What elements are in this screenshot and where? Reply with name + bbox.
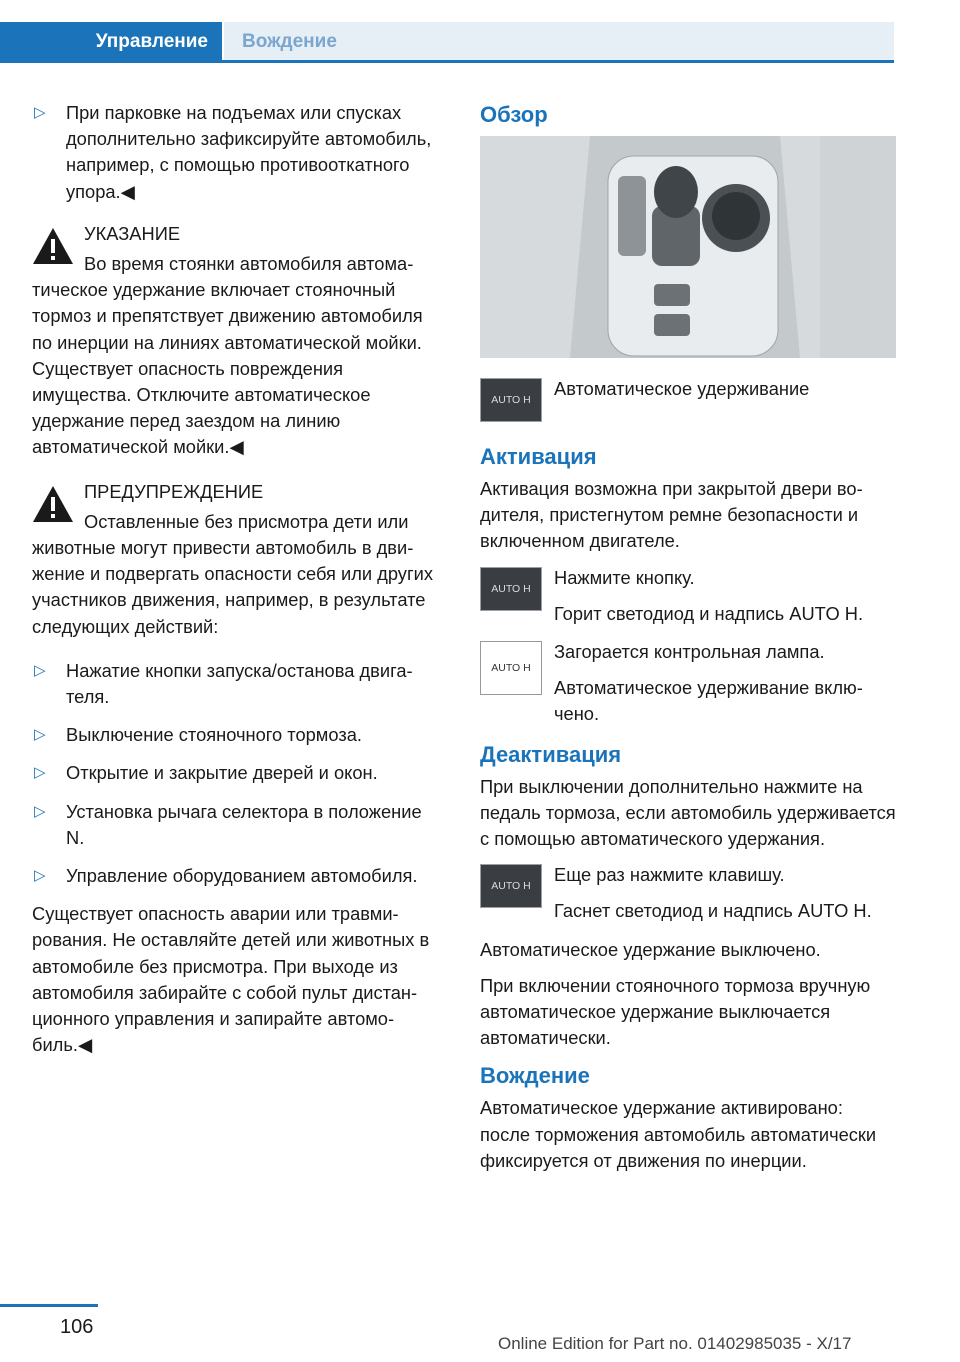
- bullet-triangle-icon: ▷: [34, 104, 46, 121]
- list-item-text: Управление оборудованием автомобиля.: [66, 865, 418, 887]
- overview-heading: Обзор: [480, 102, 548, 127]
- led-on-text: Горит светодиод и надпись AUTO H.: [554, 602, 864, 624]
- list-item: [32, 722, 442, 748]
- warning-body: Оставленные без присмотра дети или животные могут привести автомобиль в движение и подвергать опасности себя или других участников движения, например, в результате следующих действий:: [32, 510, 433, 637]
- auto-on-text: Автоматическое удерживание включено.: [554, 677, 863, 725]
- bullet-triangle-icon: ▷: [34, 726, 46, 744]
- activation-heading: Активация: [480, 444, 597, 469]
- notice-title: УКАЗАНИЕ: [84, 222, 181, 244]
- page-number-bar: [0, 1304, 98, 1307]
- auto-h-button-icon: AUTO H: [480, 864, 542, 908]
- list-item-text: При парковке на подъемах или спусках дополнительно зафиксируйте автомобиль, например, с помощью противооткатного упора.◀: [66, 102, 432, 202]
- list-item: [32, 100, 442, 205]
- right-column: [480, 100, 896, 1184]
- notice-block: [32, 221, 442, 461]
- list-item: [32, 760, 442, 786]
- header-divider: [0, 60, 894, 63]
- list-item-text: Установка рычага селектора в положение N.: [66, 800, 422, 848]
- lamp-on-text: Загорается контрольная лампа.: [554, 641, 825, 663]
- driving-heading: Вождение: [480, 1063, 590, 1089]
- list-item-text: Нажатие кнопки запуска/останова двигателя.: [66, 659, 413, 708]
- warning-triangle-icon: [32, 227, 74, 265]
- parking-brake-text: При включении стояночного тормоза вручную автоматическое удержание выключается автоматически.: [480, 974, 871, 1049]
- tab-control[interactable]: Управление: [0, 22, 222, 62]
- press-button-text: Нажмите кнопку.: [554, 566, 695, 588]
- notice-body: Во время стоянки автомобиля автоматическое удержание включает стояночный тормоз и препятствует движению автомобиля по инерции на линиях автоматической мойки. Существует опасность повреждения имущества. Отключите автоматическое удержание перед заездом на линию автоматической мойки.◀: [32, 253, 423, 458]
- list-item: [32, 863, 442, 889]
- left-column: [32, 100, 442, 1069]
- tab-driving[interactable]: Вождение: [224, 22, 894, 62]
- bullet-triangle-icon: ▷: [34, 802, 46, 820]
- driving-text: Автоматическое удержание активировано: после торможения автомобиль автоматически фиксируется от движения по инерции.: [480, 1097, 877, 1171]
- list-item-text: Открытие и закрытие дверей и окон.: [66, 762, 378, 784]
- console-photo: [480, 136, 896, 358]
- warning-triangle-icon: [32, 485, 74, 523]
- list-item: [32, 658, 442, 710]
- activation-step-row: [480, 565, 896, 627]
- bullet-triangle-icon: ▷: [34, 764, 46, 782]
- activation-text: Активация возможна при закрытой двери водителя, пристегнутом ремне безопасности и включенном двигателе.: [480, 478, 863, 552]
- deactivation-heading: Деактивация: [480, 741, 622, 767]
- header-bar: [0, 0, 960, 62]
- warning-title: ПРЕДУПРЕЖДЕНИЕ: [84, 480, 264, 502]
- led-off-text: Гаснет светодиод и надпись AUTO H.: [554, 900, 872, 922]
- overview-caption: Автоматическое удерживание: [554, 378, 810, 399]
- closing-paragraph: Существует опасность аварии или травмирования. Не оставляйте детей или животных в автомобиле без присмотра. При выходе из автомобиля забирайте с собой пульт дистанционного управления и запирайте автомобиль.◀: [32, 903, 430, 1056]
- list-item: [32, 799, 442, 851]
- footer-edition: Online Edition for Part no. 01402985035 - X/17: [498, 1334, 852, 1353]
- bullet-triangle-icon: ▷: [34, 867, 46, 885]
- page-number: 106: [60, 1316, 94, 1338]
- auto-h-button-icon: AUTO H: [480, 567, 542, 611]
- warning-block: [32, 479, 442, 640]
- deactivation-step-row: [480, 862, 896, 924]
- auto-h-button-icon: AUTO H: [480, 378, 542, 422]
- press-again-text: Еще раз нажмите клавишу.: [554, 864, 785, 886]
- overview-legend-row: [480, 376, 896, 430]
- center-console-illustration: [480, 136, 896, 358]
- auto-h-indicator-lamp-icon: AUTO H: [480, 641, 542, 695]
- list-item-text: Выключение стояночного тормоза.: [66, 724, 362, 746]
- indicator-row: [480, 639, 896, 728]
- bullet-triangle-icon: ▷: [34, 661, 46, 679]
- auto-off-text: Автоматическое удержание выключено.: [480, 938, 821, 960]
- deactivation-text: При выключении дополнительно нажмите на педаль тормоза, если автомобиль удерживается с помощью автоматического удержания.: [480, 775, 896, 850]
